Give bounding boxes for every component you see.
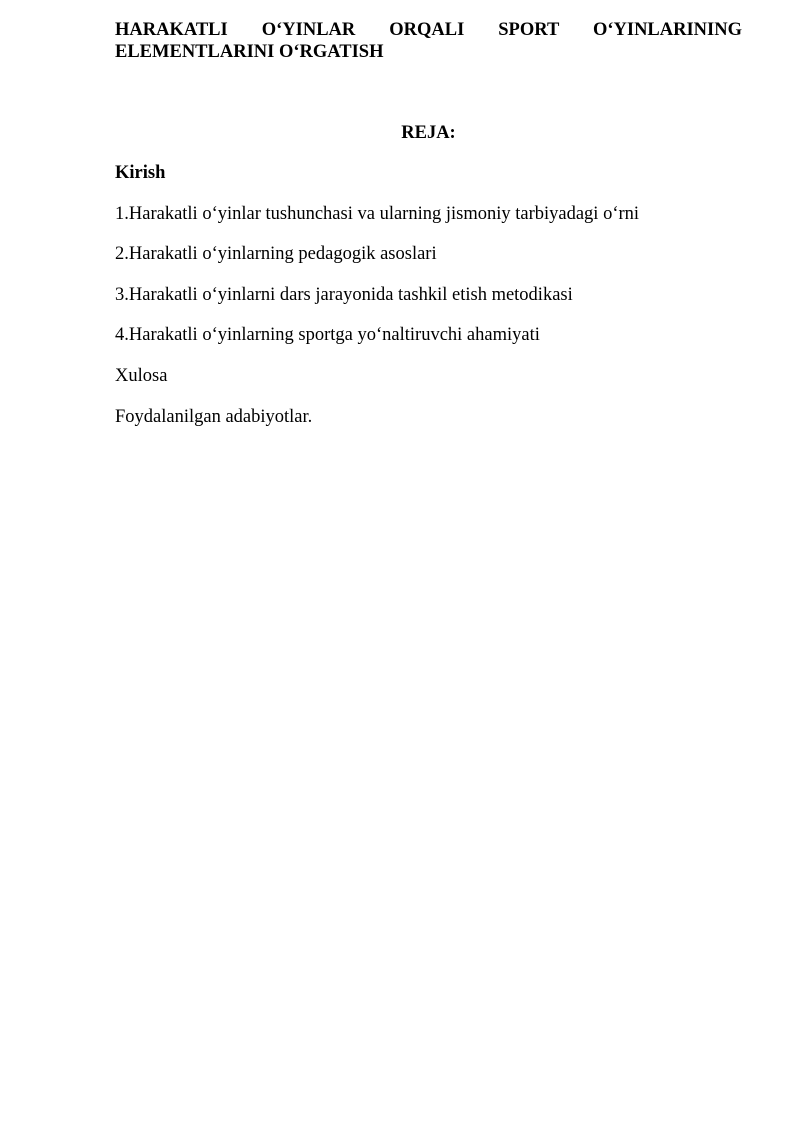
document-title: HARAKATLI O‘YINLAR ORQALI SPORT O‘YINLARINING ELEMENTLARINI O‘RGATISH — [115, 20, 742, 62]
plan-item-3: 3.Harakatli o‘yinlarni dars jarayonida tashkil etish metodikasi — [115, 285, 573, 305]
plan-item-references: Foydalanilgan adabiyotlar. — [115, 407, 313, 427]
plan-heading: REJA: — [401, 123, 456, 143]
plan-item-conclusion: Xulosa — [115, 366, 168, 386]
plan-item-2: 2.Harakatli o‘yinlarning pedagogik asoslari — [115, 244, 437, 264]
plan-item-4: 4.Harakatli o‘yinlarning sportga yo‘naltiruvchi ahamiyati — [115, 325, 540, 345]
plan-item-intro: Kirish — [115, 163, 166, 183]
plan-item-1: 1.Harakatli o‘yinlar tushunchasi va ularning jismoniy tarbiyadagi o‘rni — [115, 204, 640, 224]
